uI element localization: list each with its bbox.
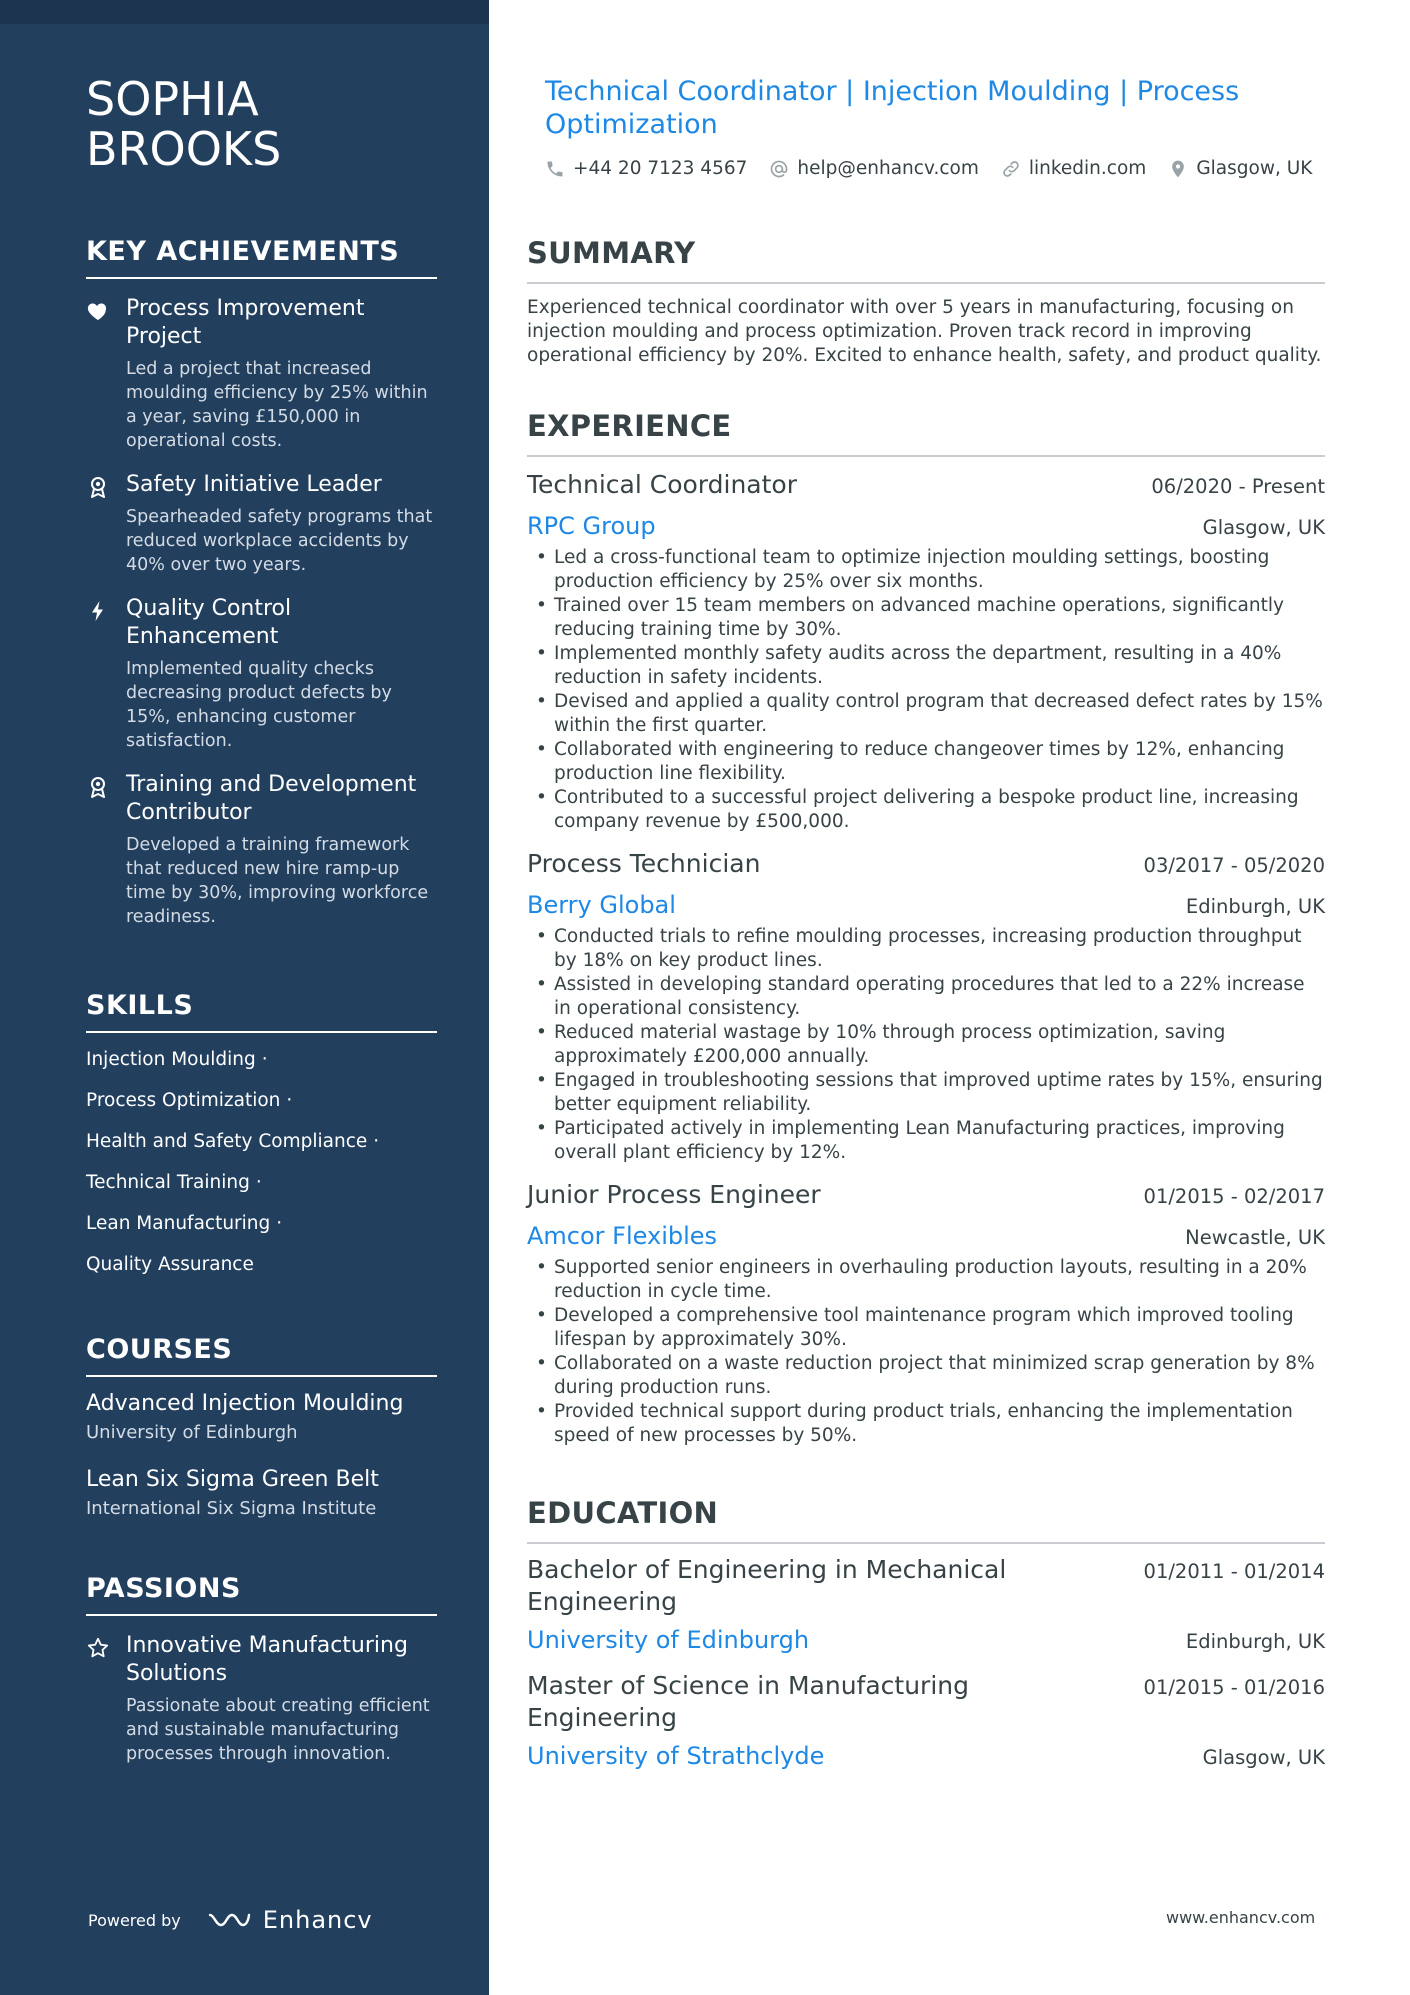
- job-title: Technical Coordinator: [527, 470, 797, 499]
- powered-by: [88, 1906, 373, 1934]
- passion-title: Innovative Manufacturing Solutions: [126, 1633, 408, 1686]
- award-icon: [86, 475, 110, 499]
- courses-section: [86, 1334, 437, 1521]
- job-bullet: • Reduced material wastage by 10% through process optimization, saving approximately £200,000 annually.: [527, 1021, 1325, 1069]
- achievement-title: Process Improvement Project: [126, 296, 365, 349]
- achievement-title: Training and Development Contributor: [126, 772, 417, 825]
- job-bullet: • Developed a comprehensive tool maintenance program which improved tooling lifespan by approximately 30%.: [527, 1304, 1325, 1352]
- contact-phone[interactable]: [545, 158, 747, 179]
- skills-list: [86, 1039, 437, 1285]
- headline: Technical Coordinator | Injection Moulding | Process Optimization: [545, 76, 1240, 140]
- education-entry: [527, 1554, 1325, 1656]
- job-bullet: • Trained over 15 team members on advanced machine operations, significantly reducing training time by 30%.: [527, 594, 1325, 642]
- company-name[interactable]: Berry Global: [527, 891, 676, 919]
- skills-title: SKILLS: [86, 990, 437, 1033]
- summary-text: Experienced technical coordinator with over 5 years in manufacturing, focusing on injection moulding and process optimization. Proven track record in improving operational efficiency by 20%. Excited to enhance health, safety, and product quality.: [527, 297, 1322, 366]
- education-date: 01/2011 - 01/2014: [1143, 1560, 1325, 1583]
- skill-separator: ·: [286, 1090, 293, 1111]
- degree-title: Bachelor of Engineering in Mechanical Engineering: [527, 1555, 1007, 1616]
- skill-item: Technical Training ·: [86, 1172, 262, 1193]
- course-org: International Six Sigma Institute: [86, 1498, 377, 1519]
- job-location: Newcastle, UK: [1185, 1226, 1325, 1249]
- job-bullet: • Collaborated on a waste reduction project that minimized scrap generation by 8% during production runs.: [527, 1352, 1325, 1400]
- job-bullet: • Collaborated with engineering to reduce changeover times by 12%, enhancing production line flexibility.: [527, 738, 1325, 786]
- job-bullet: • Implemented monthly safety audits across the department, resulting in a 40% reduction in safety incidents.: [527, 642, 1325, 690]
- first-name: SOPHIA: [86, 72, 259, 126]
- skill-separator: ·: [276, 1213, 283, 1234]
- course-item: [86, 1389, 437, 1445]
- contact-location: [1168, 158, 1312, 179]
- contact-linkedin[interactable]: [1001, 158, 1146, 179]
- job-entry: [527, 469, 1325, 834]
- job-bullets: [527, 546, 1325, 834]
- job-date: 03/2017 - 05/2020: [1143, 854, 1325, 877]
- company-name[interactable]: Amcor Flexibles: [527, 1222, 718, 1250]
- education-location: Glasgow, UK: [1202, 1746, 1325, 1769]
- job-bullet: • Conducted trials to refine moulding processes, increasing production throughput by 18% on key product lines.: [527, 925, 1325, 973]
- skill-item: Health and Safety Compliance ·: [86, 1131, 380, 1152]
- skill-item: Process Optimization ·: [86, 1090, 293, 1111]
- achievement-title: Quality Control Enhancement: [126, 596, 292, 649]
- course-title: Advanced Injection Moulding: [86, 1391, 404, 1416]
- achievement-item: [86, 295, 437, 453]
- course-org: University of Edinburgh: [86, 1422, 298, 1443]
- company-name[interactable]: RPC Group: [527, 512, 656, 540]
- job-bullets: [527, 925, 1325, 1165]
- school-name[interactable]: University of Strathclyde: [527, 1742, 825, 1770]
- job-bullet: • Provided technical support during product trials, enhancing the implementation speed of new processes by 50%.: [527, 1400, 1325, 1448]
- job-bullet: • Led a cross-functional team to optimize injection moulding settings, boosting production efficiency by 25% over six months.: [527, 546, 1325, 594]
- job-title: Process Technician: [527, 849, 761, 878]
- link-icon: [1001, 159, 1021, 179]
- location-pin-icon: [1168, 159, 1188, 179]
- job-location: Glasgow, UK: [1202, 516, 1325, 539]
- enhancv-logo-icon: [207, 1907, 253, 1933]
- sidebar: [0, 0, 489, 1995]
- passions-section: [86, 1573, 437, 1766]
- skill-separator: ·: [255, 1172, 262, 1193]
- skills-section: [86, 990, 437, 1285]
- location-text: Glasgow, UK: [1196, 158, 1313, 179]
- job-bullet: • Participated actively in implementing Lean Manufacturing practices, improving overall plant efficiency by 12%.: [527, 1117, 1325, 1165]
- sidebar-top-bar: [0, 0, 489, 24]
- contact-bar: [545, 158, 1334, 179]
- skill-item: Lean Manufacturing ·: [86, 1213, 283, 1234]
- school-name[interactable]: University of Edinburgh: [527, 1626, 810, 1654]
- degree-title: Master of Science in Manufacturing Engineering: [527, 1671, 969, 1732]
- education-title: EDUCATION: [527, 1496, 1325, 1544]
- email-text: help@enhancv.com: [797, 158, 979, 179]
- course-title: Lean Six Sigma Green Belt: [86, 1467, 379, 1492]
- education-entry: [527, 1670, 1325, 1772]
- skill-separator: ·: [373, 1131, 380, 1152]
- linkedin-text: linkedin.com: [1028, 158, 1147, 179]
- skill-item: Quality Assurance: [86, 1254, 254, 1275]
- education-location: Edinburgh, UK: [1185, 1630, 1325, 1653]
- award-icon: [86, 775, 110, 799]
- job-entry: [527, 1179, 1325, 1448]
- star-icon: [86, 1636, 110, 1660]
- contact-email[interactable]: [769, 158, 978, 179]
- footer-url[interactable]: www.enhancv.com: [1166, 1908, 1316, 1927]
- passion-desc: Passionate about creating efficient and sustainable manufacturing processes through innovation.: [126, 1696, 430, 1764]
- achievement-item: [86, 595, 437, 753]
- achievement-desc: Spearheaded safety programs that reduced workplace accidents by 40% over two years.: [126, 507, 433, 575]
- skill-separator: ·: [261, 1049, 268, 1070]
- achievement-title: Safety Initiative Leader: [126, 472, 382, 497]
- course-item: [86, 1465, 437, 1521]
- achievements-section: [86, 236, 437, 929]
- brand-logo[interactable]: [207, 1906, 373, 1934]
- bolt-icon: [86, 599, 110, 623]
- achievement-desc: Led a project that increased moulding efficiency by 25% within a year, saving £150,000 in operational costs.: [126, 359, 428, 451]
- job-location: Edinburgh, UK: [1185, 895, 1325, 918]
- heart-icon: [86, 299, 110, 323]
- education-date: 01/2015 - 01/2016: [1143, 1676, 1325, 1699]
- job-bullets: [527, 1256, 1325, 1448]
- at-icon: [769, 159, 789, 179]
- achievements-title: KEY ACHIEVEMENTS: [86, 236, 437, 279]
- courses-title: COURSES: [86, 1334, 437, 1377]
- brand-name: Enhancv: [262, 1906, 373, 1934]
- job-bullet: • Supported senior engineers in overhauling production layouts, resulting in a 20% reduction in cycle time.: [527, 1256, 1325, 1304]
- job-bullet: • Devised and applied a quality control program that decreased defect rates by 15% within the first quarter.: [527, 690, 1325, 738]
- experience-section: [527, 409, 1325, 1448]
- achievement-desc: Implemented quality checks decreasing product defects by 15%, enhancing customer satisfaction.: [126, 659, 392, 751]
- phone-text: +44 20 7123 4567: [573, 158, 748, 179]
- job-bullet: • Engaged in troubleshooting sessions that improved uptime rates by 15%, ensuring better equipment reliability.: [527, 1069, 1325, 1117]
- passion-item: [86, 1632, 437, 1766]
- job-bullet: • Contributed to a successful project delivering a bespoke product line, increasing company revenue by £500,000.: [527, 786, 1325, 834]
- passions-title: PASSIONS: [86, 1573, 437, 1616]
- summary-section: [527, 236, 1325, 368]
- education-section: [527, 1496, 1325, 1772]
- powered-by-label: Powered by: [88, 1910, 181, 1930]
- achievement-item: [86, 771, 437, 929]
- job-title: Junior Process Engineer: [527, 1180, 821, 1209]
- achievement-desc: Developed a training framework that reduced new hire ramp-up time by 30%, improving workforce readiness.: [126, 835, 429, 927]
- summary-title: SUMMARY: [527, 236, 1325, 284]
- job-entry: [527, 848, 1325, 1165]
- job-date: 01/2015 - 02/2017: [1143, 1185, 1325, 1208]
- candidate-name: [86, 74, 281, 174]
- job-date: 06/2020 - Present: [1151, 475, 1325, 498]
- last-name: BROOKS: [86, 122, 282, 176]
- skill-item: Injection Moulding ·: [86, 1049, 268, 1070]
- phone-icon: [545, 159, 565, 179]
- experience-title: EXPERIENCE: [527, 409, 1325, 457]
- achievement-item: [86, 471, 437, 577]
- job-bullet: • Assisted in developing standard operating procedures that led to a 22% increase in operational consistency.: [527, 973, 1325, 1021]
